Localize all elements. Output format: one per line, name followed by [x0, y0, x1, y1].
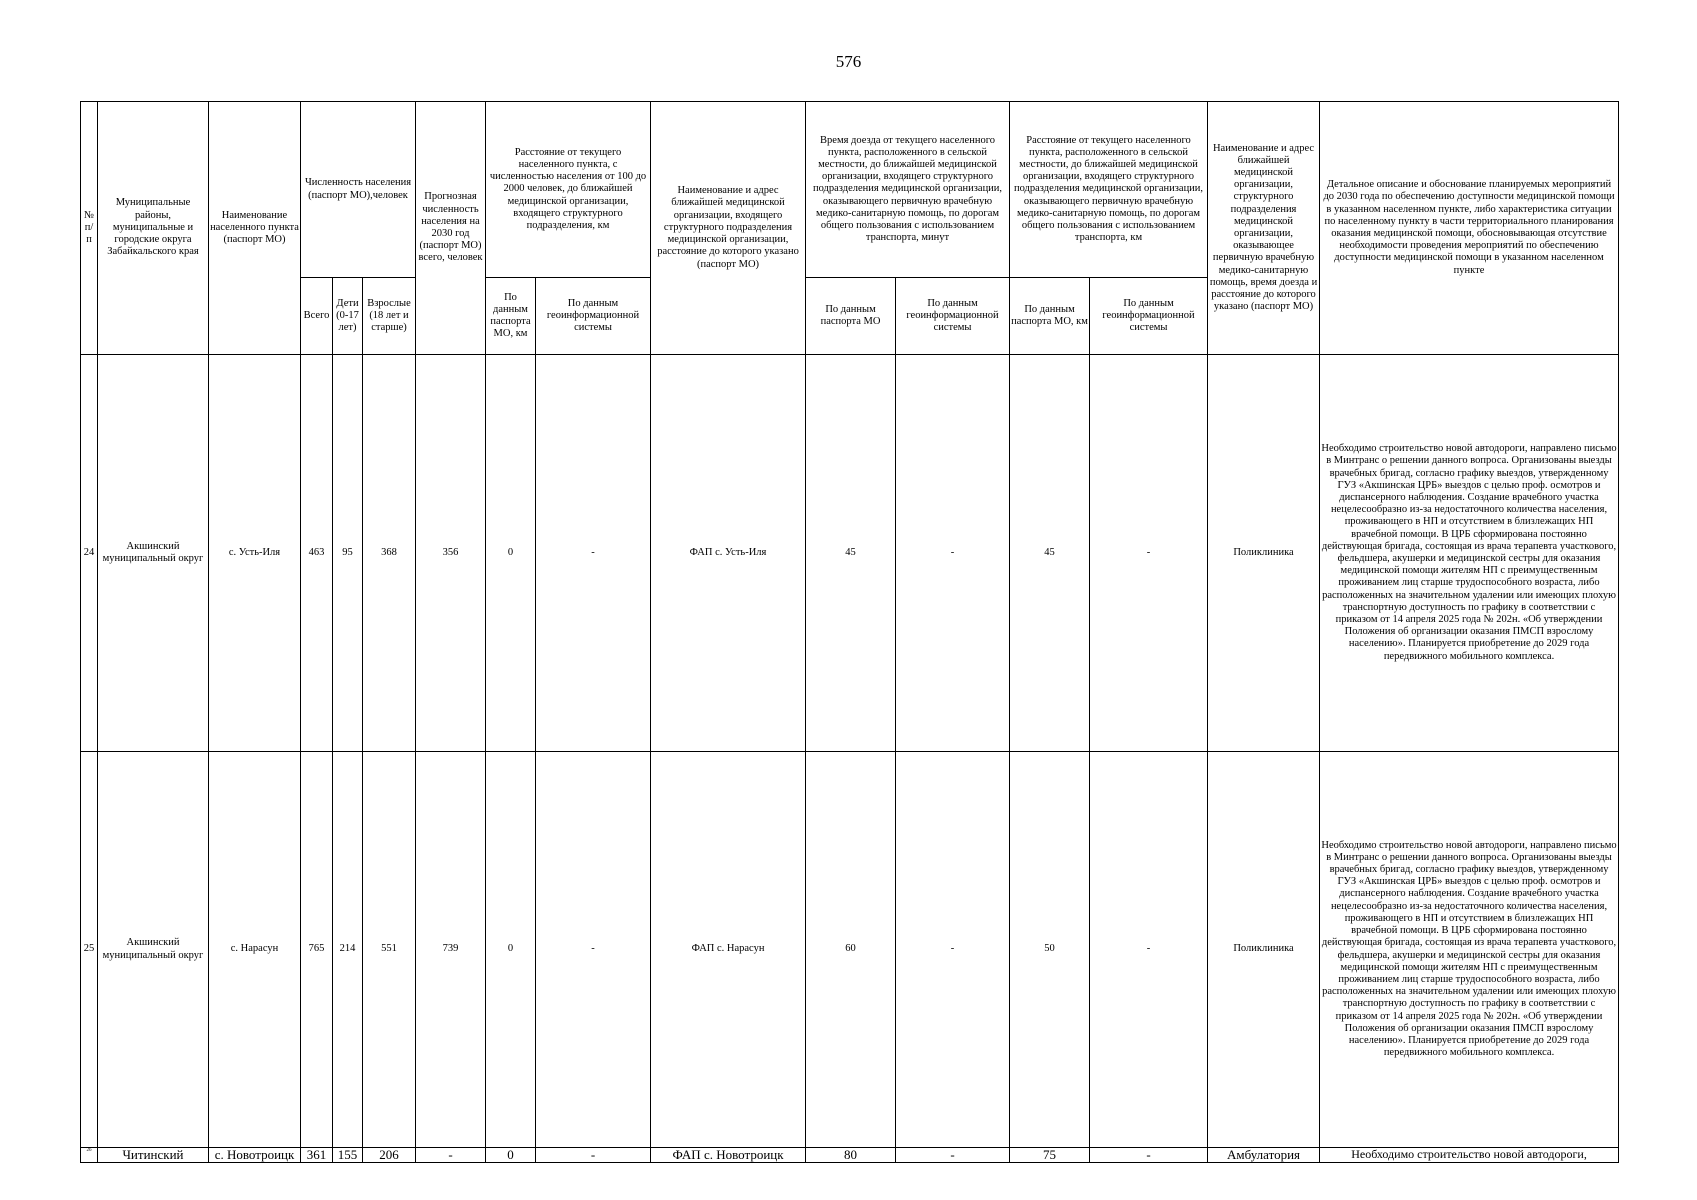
row-description: Необходимо строительство новой автодороги, направлено письмо в Минтранс о решении данного вопроса. Организованы выезды врачебных бригад, согласно графику выездов, утвержденному ГУЗ «Акшинская ЦРБ» выездов с целью проф. осмотров и диспансерного наблюдения. Создание врачебного участка нецелесообразно из-за недостаточного количества населения, проживающего в НП и отсутствием в близлежащих НП врачебной помощи. В ЦРБ сформирована постоянно действующая бригада, состоящая из врача терапевта участкового, фельдшера, акушерки и медицинской сестры для оказания медицинской помощи жителям НП с преимущественным проживанием лиц старше трудоспособного возраста, либо расположенных на значительном удалении или имеющих плохую транспортную доступность по графику в соответствии с приказом от 14 апреля 2025 года № 202н. «Об утверждении Положения об организации оказания ПМСП взрослому населению». Планируется приобретение до 2029 года передвижного мобильного комплекса. — [1320, 752, 1619, 1148]
row-num: 26 — [81, 1148, 98, 1163]
row-nearest-primary: Поликлиника — [1208, 355, 1320, 752]
row-adults: 206 — [363, 1148, 416, 1163]
row-road-geo: - — [1090, 355, 1208, 752]
header-road-passport: По данным паспорта МО, км — [1010, 278, 1090, 355]
header-travel-time: Время доезда от текущего населенного пункта, расположенного в сельской местности, до ближайшей медицинской организации, входящего структурного подразделения медицинской организации, оказывающего первичную врачебную медико-санитарную помощь, по дорогам общего пользования с использованием транспорта, минут — [806, 102, 1010, 278]
header-time-passport: По данным паспорта МО — [806, 278, 896, 355]
header-population: Численность населения (паспорт МО),человек — [301, 102, 416, 278]
row-road-geo: - — [1090, 1148, 1208, 1163]
header-nearest-org: Наименование и адрес ближайшей медицинской организации, входящего структурного подразделения медицинской организации, расстояние до которого указано (паспорт МО) — [651, 102, 806, 355]
row-road-passport: 45 — [1010, 355, 1090, 752]
row-description: Необходимо строительство новой автодороги, — [1320, 1148, 1619, 1163]
row-num: 25 — [81, 752, 98, 1148]
row-forecast: - — [416, 1148, 486, 1163]
row-road-geo: - — [1090, 752, 1208, 1148]
row-total: 361 — [301, 1148, 333, 1163]
header-pop-total: Всего — [301, 278, 333, 355]
row-dist-geo: - — [536, 1148, 651, 1163]
row-total: 463 — [301, 355, 333, 752]
header-dist-geo: По данным геоинформационной системы — [536, 278, 651, 355]
row-dist-geo: - — [536, 355, 651, 752]
table-row — [81, 752, 1619, 1148]
row-nearest-org: ФАП с. Новотроицк — [651, 1148, 806, 1163]
row-description: Необходимо строительство новой автодороги, направлено письмо в Минтранс о решении данного вопроса. Организованы выезды врачебных бригад, согласно графику выездов, утвержденному ГУЗ «Акшинская ЦРБ» выездов с целью проф. осмотров и диспансерного наблюдения. Создание врачебного участка нецелесообразно из-за недостаточного количества населения, проживающего в НП и отсутствием в близлежащих НП врачебной помощи. В ЦРБ сформирована постоянно действующая бригада, состоящая из врача терапевта участкового, фельдшера, акушерки и медицинской сестры для оказания медицинской помощи жителям НП с преимущественным проживанием лиц старше трудоспособного возраста, либо расположенных на значительном удалении или имеющих плохую транспортную доступность по графику в соответствии с приказом от 14 апреля 2025 года № 202н. «Об утверждении Положения об организации оказания ПМСП взрослому населению». Планируется приобретение до 2029 года передвижного мобильного комплекса. — [1320, 355, 1619, 752]
header-nearest-primary: Наименование и адрес ближайшей медицинской организации, структурного подразделения медицинской организации, оказывающее первичную врачебную медико-санитарную помощь, время доезда и расстояние до которого указано (паспорт МО) — [1208, 102, 1320, 355]
row-dist-passport: 0 — [486, 752, 536, 1148]
row-nearest-org: ФАП с. Усть-Иля — [651, 355, 806, 752]
row-road-passport: 75 — [1010, 1148, 1090, 1163]
row-adults: 551 — [363, 752, 416, 1148]
row-time-geo: - — [896, 752, 1010, 1148]
header-road-distance: Расстояние от текущего населенного пункта, расположенного в сельской местности, до ближайшей медицинской организации, входящего структурного подразделения медицинской организации, оказывающего первичную врачебную медико-санитарную помощь, по дорогам общего пользования с использованием транспорта, км — [1010, 102, 1208, 278]
row-time-geo: - — [896, 355, 1010, 752]
row-dist-passport: 0 — [486, 355, 536, 752]
row-time-passport: 60 — [806, 752, 896, 1148]
row-road-passport: 50 — [1010, 752, 1090, 1148]
row-time-passport: 45 — [806, 355, 896, 752]
header-pop-adults: Взрослые (18 лет и старше) — [363, 278, 416, 355]
row-district: Акшинский муниципальный округ — [98, 355, 209, 752]
settlements-table — [80, 101, 1619, 1163]
row-nearest-primary: Поликлиника — [1208, 752, 1320, 1148]
header-district: Муниципальные районы, муниципальные и городские округа Забайкальского края — [98, 102, 209, 355]
row-adults: 368 — [363, 355, 416, 752]
header-pop-children: Дети (0-17 лет) — [333, 278, 363, 355]
row-settlement: с. Нарасун — [209, 752, 301, 1148]
page-number: 576 — [835, 52, 862, 71]
header-road-geo: По данным геоинформационной системы — [1090, 278, 1208, 355]
row-num: 24 — [81, 355, 98, 752]
row-dist-passport: 0 — [486, 1148, 536, 1163]
header-forecast: Прогнозная численность населения на 2030 год (паспорт МО) всего, человек — [416, 102, 486, 355]
row-total: 765 — [301, 752, 333, 1148]
row-children: 214 — [333, 752, 363, 1148]
row-settlement: с. Усть-Иля — [209, 355, 301, 752]
row-forecast: 356 — [416, 355, 486, 752]
header-settlement: Наименование населенного пункта (паспорт МО) — [209, 102, 301, 355]
row-nearest-primary: Амбулатория — [1208, 1148, 1320, 1163]
header-row-top — [81, 102, 1619, 278]
table-row — [81, 1148, 1619, 1163]
row-time-passport: 80 — [806, 1148, 896, 1163]
row-time-geo: - — [896, 1148, 1010, 1163]
header-num: № п/п — [81, 102, 98, 355]
row-district: Акшинский муниципальный округ — [98, 752, 209, 1148]
header-description: Детальное описание и обоснование планируемых мероприятий до 2030 года по обеспечению доступности медицинской помощи в указанном населенном пункте, либо характеристика ситуации по населенному пункту в части территориального планирования оказания медицинской помощи, обосновывающая отсутствие необходимости проведения мероприятий по обеспечению доступности медицинской помощи в указанном населенном пункте — [1320, 102, 1619, 355]
row-children: 95 — [333, 355, 363, 752]
header-dist-passport: По данным паспорта МО, км — [486, 278, 536, 355]
row-children: 155 — [333, 1148, 363, 1163]
row-nearest-org: ФАП с. Нарасун — [651, 752, 806, 1148]
table-row — [81, 355, 1619, 752]
row-district: Читинский — [98, 1148, 209, 1163]
header-distance-100-2000: Расстояние от текущего населенного пункта, с численностью населения от 100 до 2000 человек, до ближайшей медицинской организации, входящего структурного подразделения, км — [486, 102, 651, 278]
row-forecast: 739 — [416, 752, 486, 1148]
header-time-geo: По данным геоинформационной системы — [896, 278, 1010, 355]
row-settlement: с. Новотроицк — [209, 1148, 301, 1163]
row-dist-geo: - — [536, 752, 651, 1148]
